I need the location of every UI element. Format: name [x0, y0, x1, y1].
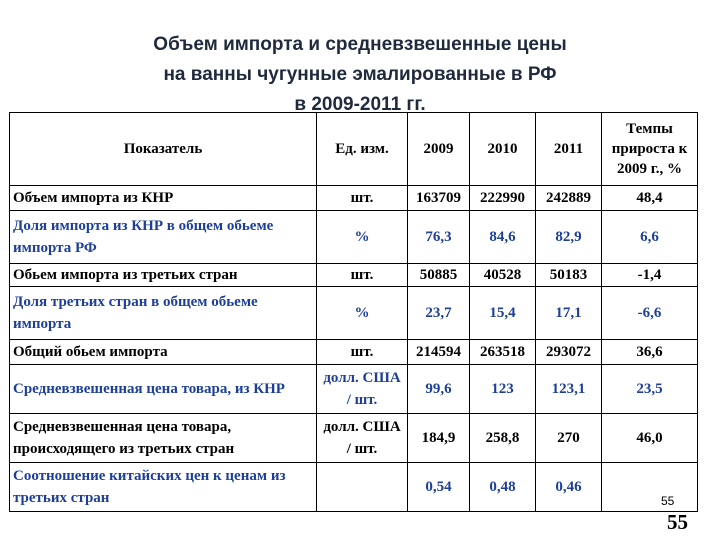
header-indicator: Показатель	[10, 113, 317, 186]
title-line-2: на ванны чугунные эмалированные в РФ	[163, 64, 557, 85]
row-name: Средневзвешенная цена товара, происходящего из третьих стран	[10, 414, 317, 463]
cell-growth: -1,4	[602, 264, 698, 287]
header-2009: 2009	[408, 113, 470, 186]
table-row	[10, 365, 698, 414]
page-number: 55	[667, 510, 688, 534]
cell-2009: 76,3	[408, 211, 470, 264]
cell-growth: 46,0	[602, 414, 698, 463]
row-unit: шт.	[317, 186, 408, 211]
cell-2009: 99,6	[408, 365, 470, 414]
header-row	[10, 113, 698, 186]
row-name: Общий обьем импорта	[10, 340, 317, 365]
row-unit	[317, 463, 408, 512]
table-row	[10, 211, 698, 264]
table-row	[10, 264, 698, 287]
page-number-small: 55	[661, 494, 675, 508]
cell-2011: 50183	[536, 264, 602, 287]
cell-2010: 0,48	[470, 463, 536, 512]
header-2010: 2010	[470, 113, 536, 186]
row-unit: долл. США / шт.	[317, 365, 408, 414]
cell-2010: 84,6	[470, 211, 536, 264]
cell-growth: 23,5	[602, 365, 698, 414]
row-name: Доля импорта из КНР в общем обьеме импорта РФ	[10, 211, 317, 264]
cell-2011: 270	[536, 414, 602, 463]
row-name: Средневзвешенная цена товара, из КНР	[10, 365, 317, 414]
row-name: Объем импорта из КНР	[10, 186, 317, 211]
row-name: Соотношение китайских цен к ценам из третьих стран	[10, 463, 317, 512]
cell-2009: 0,54	[408, 463, 470, 512]
cell-2009: 50885	[408, 264, 470, 287]
cell-growth: 6,6	[602, 211, 698, 264]
row-unit: шт.	[317, 264, 408, 287]
cell-2011: 293072	[536, 340, 602, 365]
cell-2011: 82,9	[536, 211, 602, 264]
title-line-1: Объем импорта и средневзвешенные цены	[153, 34, 567, 55]
table-row	[10, 340, 698, 365]
cell-growth: 36,6	[602, 340, 698, 365]
row-unit: %	[317, 211, 408, 264]
table-row	[10, 463, 698, 512]
import-table	[9, 112, 698, 512]
row-unit: %	[317, 287, 408, 340]
row-unit: шт.	[317, 340, 408, 365]
cell-2009: 184,9	[408, 414, 470, 463]
row-unit: долл. США / шт.	[317, 414, 408, 463]
cell-2010: 258,8	[470, 414, 536, 463]
cell-2010: 222990	[470, 186, 536, 211]
cell-2010: 123	[470, 365, 536, 414]
cell-2010: 40528	[470, 264, 536, 287]
table-row	[10, 186, 698, 211]
title-line-3: в 2009-2011 гг.	[294, 94, 426, 115]
row-name: Обьем импорта из третьих стран	[10, 264, 317, 287]
row-name: Доля третьих стран в общем обьеме импорта	[10, 287, 317, 340]
cell-growth: -6,6	[602, 287, 698, 340]
cell-2009: 23,7	[408, 287, 470, 340]
cell-2010: 263518	[470, 340, 536, 365]
header-growth: Темпы прироста к 2009 г., %	[602, 113, 698, 186]
cell-2011: 242889	[536, 186, 602, 211]
cell-2011: 17,1	[536, 287, 602, 340]
cell-2009: 163709	[408, 186, 470, 211]
table-row	[10, 414, 698, 463]
cell-growth: 48,4	[602, 186, 698, 211]
header-unit: Ед. изм.	[317, 113, 408, 186]
cell-2009: 214594	[408, 340, 470, 365]
cell-growth	[602, 463, 698, 512]
cell-2010: 15,4	[470, 287, 536, 340]
cell-2011: 123,1	[536, 365, 602, 414]
slide-title	[0, 30, 720, 120]
table-row	[10, 287, 698, 340]
cell-2011: 0,46	[536, 463, 602, 512]
header-2011: 2011	[536, 113, 602, 186]
